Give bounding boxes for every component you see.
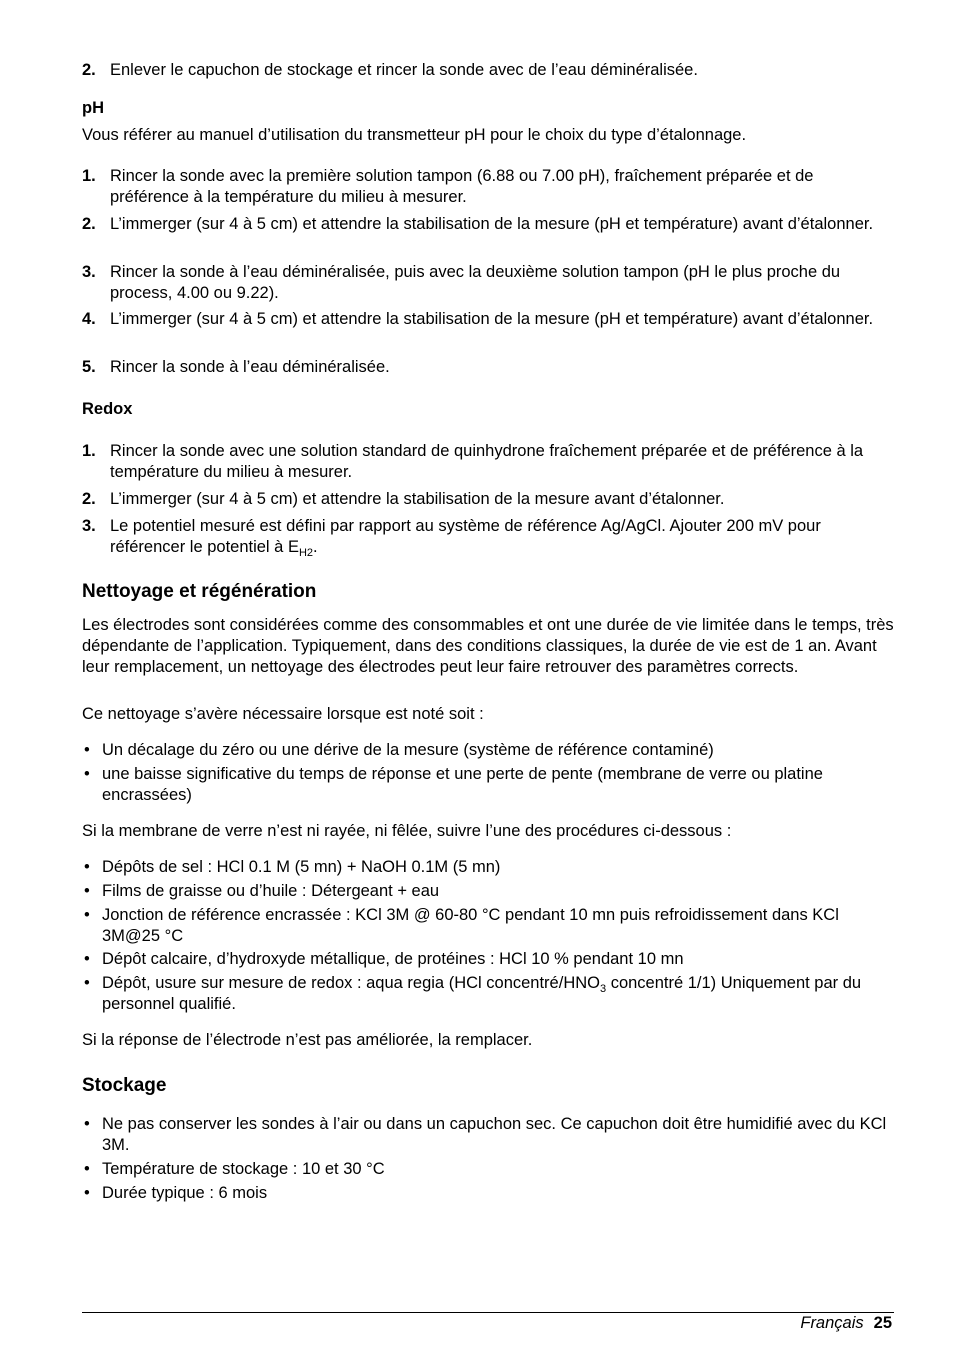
step-number: 1. (82, 442, 96, 460)
ph-heading: pH (82, 99, 104, 117)
list-item (82, 166, 894, 208)
bullet-item (82, 881, 894, 902)
bullet-icon: • (84, 906, 90, 924)
bullet-text: Jonction de référence encrassée : KCl 3M @ 60-80 °C pendant 10 mn puis refroidissement dans KCl 3M@25 °C (102, 906, 839, 945)
step-text (110, 516, 894, 558)
step-text-end: . (313, 538, 318, 556)
section-title-storage: Stockage (82, 1075, 167, 1096)
step-number: 2. (82, 490, 96, 508)
list-item (82, 60, 894, 81)
bullet-text: Films de graisse ou d’huile : Détergeant + eau (102, 882, 440, 900)
bullet-icon: • (84, 1115, 90, 1133)
page-footer (800, 1313, 892, 1334)
step-number: 1. (82, 167, 96, 185)
step-text: Rincer la sonde avec une solution standard de quinhydrone fraîchement préparée et de préférence à la température du milieu à mesurer. (110, 442, 864, 481)
step-text: L’immerger (sur 4 à 5 cm) et attendre la stabilisation de la mesure avant d’étalonner. (110, 490, 725, 508)
bullet-text-main: Dépôt, usure sur mesure de redox : aqua regia (HCl concentré/HNO (102, 974, 600, 992)
bullet-text: Dépôts de sel : HCl 0.1 M (5 mn) + NaOH 0.1M (5 mn) (102, 858, 501, 876)
bullet-icon: • (84, 1160, 90, 1178)
bullet-text: Température de stockage : 10 et 30 °C (102, 1160, 385, 1178)
step-text: Rincer la sonde à l’eau déminéralisée. (110, 358, 390, 376)
list-item (82, 516, 894, 558)
bullet-item (82, 857, 894, 878)
bullet-text (102, 973, 894, 1015)
bullet-item (82, 1114, 894, 1156)
subscript: H2 (298, 547, 314, 559)
bullet-text: Ne pas conserver les sondes à l’air ou dans un capuchon sec. Ce capuchon doit être humidifié avec du KCl 3M. (102, 1115, 887, 1154)
cleaning-paragraph: Ce nettoyage s’avère nécessaire lorsque est noté soit : (82, 705, 484, 723)
bullet-icon: • (84, 974, 90, 992)
step-text: Rincer la sonde à l’eau déminéralisée, puis avec la deuxième solution tampon (pH le plus proche du process, 4.00 ou 9.22). (110, 263, 841, 302)
step-number: 5. (82, 358, 96, 376)
bullet-text: Dépôt calcaire, d’hydroxyde métallique, de protéines : HCl 10 % pendant 10 mn (102, 950, 684, 968)
list-item (82, 489, 894, 510)
step-number: 3. (82, 263, 96, 281)
bullet-item (82, 1183, 894, 1204)
step-number: 3. (82, 517, 96, 535)
step-number: 2. (82, 61, 96, 79)
page-number: 25 (873, 1314, 892, 1332)
bullet-item (82, 973, 894, 1015)
bullet-text-end: concentré 1/1) Uniquement par du personnel qualifié. (102, 974, 862, 1013)
bullet-item (82, 905, 894, 947)
redox-heading: Redox (82, 400, 133, 418)
section-title-cleaning: Nettoyage et régénération (82, 581, 317, 602)
step-text: Rincer la sonde avec la première solution tampon (6.88 ou 7.00 pH), fraîchement préparée et de préférence à la température du milieu à mesurer. (110, 167, 814, 206)
bullet-text: une baisse significative du temps de réponse et une perte de pente (membrane de verre ou platine encrassées) (102, 765, 823, 804)
step-text: L’immerger (sur 4 à 5 cm) et attendre la stabilisation de la mesure (pH et température) avant d’étalonner. (110, 215, 874, 233)
cleaning-paragraph: Si la réponse de l’électrode n’est pas améliorée, la remplacer. (82, 1031, 533, 1049)
bullet-icon: • (84, 1184, 90, 1202)
bullet-icon: • (84, 950, 90, 968)
cleaning-paragraph: Si la membrane de verre n’est ni rayée, ni fêlée, suivre l’une des procédures ci-dessous : (82, 822, 732, 840)
bullet-text: Un décalage du zéro ou une dérive de la mesure (système de référence contaminé) (102, 741, 714, 759)
step-number: 2. (82, 215, 96, 233)
list-item (82, 441, 894, 483)
bullet-item (82, 1159, 894, 1180)
bullet-icon: • (84, 741, 90, 759)
step-text: Enlever le capuchon de stockage et rincer la sonde avec de l’eau déminéralisée. (110, 61, 698, 79)
list-item (82, 357, 894, 378)
footer-divider (82, 1312, 894, 1313)
bullet-item (82, 740, 894, 761)
subscript: 3 (599, 983, 607, 995)
bullet-icon: • (84, 858, 90, 876)
footer-language: Français (800, 1314, 864, 1332)
bullet-text: Durée typique : 6 mois (102, 1184, 268, 1202)
bullet-item (82, 949, 894, 970)
cleaning-paragraph: Les électrodes sont considérées comme des consommables et ont une durée de vie limitée dans le temps, très dépendante de l’application. Typiquement, dans des conditions classiques, la durée de vie est de 1 an. Avant leur remplacement, un nettoyage des électrodes peut leur faire retrouver des paramètres corrects. (82, 616, 894, 676)
step-text: L’immerger (sur 4 à 5 cm) et attendre la stabilisation de la mesure (pH et température) avant d’étalonner. (110, 310, 874, 328)
ph-intro: Vous référer au manuel d’utilisation du transmetteur pH pour le choix du type d’étalonnage. (82, 126, 747, 144)
bullet-icon: • (84, 882, 90, 900)
step-number: 4. (82, 310, 96, 328)
step-text-main: Le potentiel mesuré est défini par rapport au système de référence Ag/AgCl. Ajouter 200 mV pour référencer le potentiel à E (110, 517, 821, 556)
list-item (82, 214, 894, 235)
list-item (82, 309, 894, 330)
bullet-icon: • (84, 765, 90, 783)
list-item (82, 262, 894, 304)
bullet-item (82, 764, 894, 806)
